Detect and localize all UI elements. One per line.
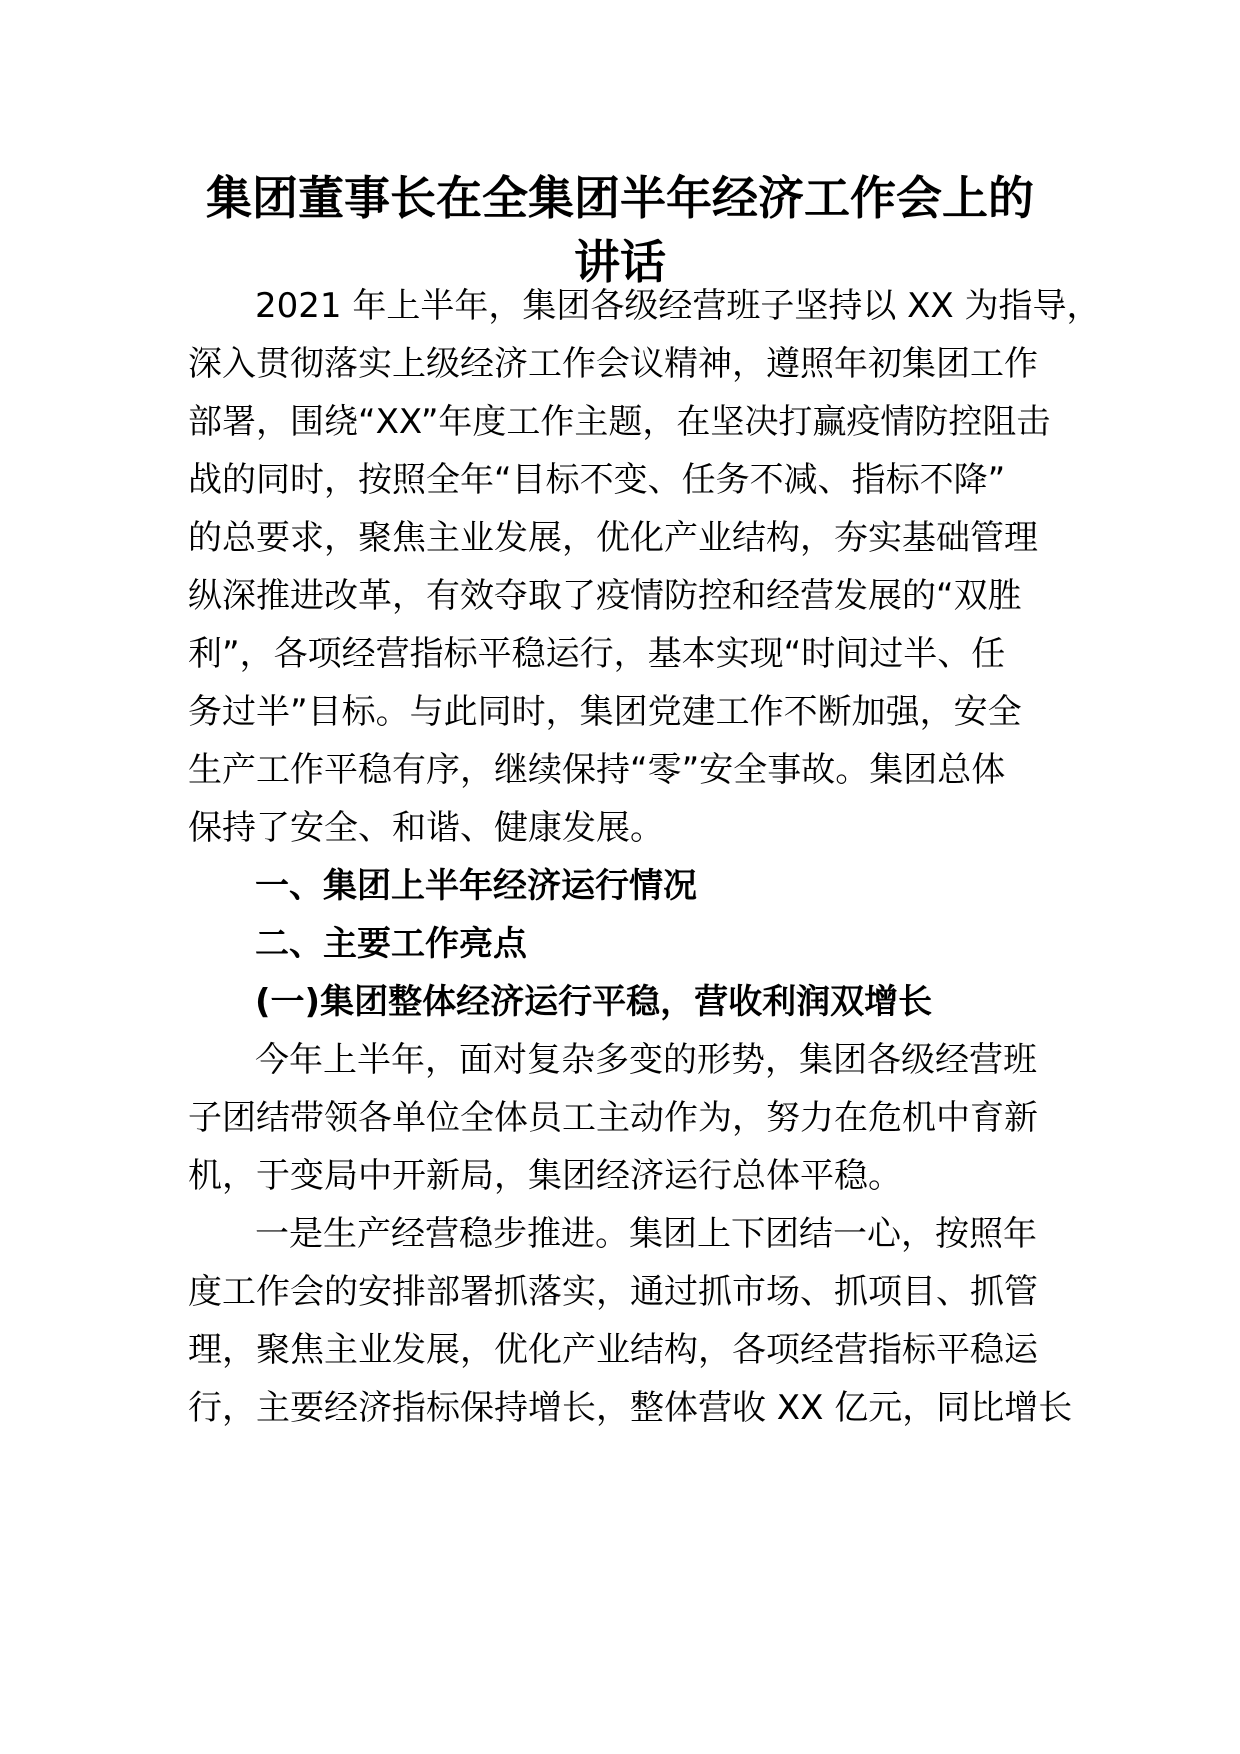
paragraph-1-line-10: 保持了安全、和谐、健康发展。 <box>188 808 664 848</box>
paragraph-1-line-2: 深入贯彻落实上级经济工作会议精神，遵照年初集团工作 <box>188 344 1038 384</box>
document-title-line-1: 集团董事长在全集团半年经济工作会上的 <box>206 171 1034 225</box>
section-heading-1: 一、集团上半年经济运行情况 <box>255 866 697 906</box>
paragraph-2-line-2: 子团结带领各单位全体员工主动作为，努力在危机中育新 <box>188 1098 1038 1138</box>
paragraph-1-line-7: 利”，各项经营指标平稳运行，基本实现“时间过半、任 <box>188 634 1006 674</box>
paragraph-1-line-3: 部署，围绕“XX”年度工作主题，在坚决打赢疫情防控阻击 <box>188 402 1051 442</box>
paragraph-1-line-4: 战的同时，按照全年“目标不变、任务不减、指标不降” <box>188 460 1006 500</box>
paragraph-2-line-1: 今年上半年，面对复杂多变的形势，集团各级经营班 <box>255 1040 1037 1080</box>
section-heading-2: 二、主要工作亮点 <box>255 924 527 964</box>
document-title-line-2: 讲话 <box>574 235 666 289</box>
paragraph-3-line-4: 行，主要经济指标保持增长，整体营收 XX 亿元，同比增长 <box>188 1388 1073 1428</box>
paragraph-1-line-8: 务过半”目标。与此同时，集团党建工作不断加强，安全 <box>188 692 1022 732</box>
paragraph-3-line-3: 理，聚焦主业发展，优化产业结构，各项经营指标平稳运 <box>188 1330 1038 1370</box>
subsection-heading-1: (一)集团整体经济运行平稳，营收利润双增长 <box>255 982 933 1022</box>
paragraph-3-line-1: 一是生产经营稳步推进。集团上下团结一心，按照年 <box>255 1214 1037 1254</box>
paragraph-2-line-3: 机，于变局中开新局，集团经济运行总体平稳。 <box>188 1156 902 1196</box>
paragraph-1-line-5: 的总要求，聚焦主业发展，优化产业结构，夯实基础管理 <box>188 518 1038 558</box>
paragraph-1-line-1: 2021 年上半年，集团各级经营班子坚持以 XX 为指导， <box>255 286 1101 326</box>
paragraph-1-line-9: 生产工作平稳有序，继续保持“零”安全事故。集团总体 <box>188 750 1006 790</box>
paragraph-1-line-6: 纵深推进改革，有效夺取了疫情防控和经营发展的“双胜 <box>188 576 1022 616</box>
paragraph-3-line-2: 度工作会的安排部署抓落实，通过抓市场、抓项目、抓管 <box>188 1272 1038 1312</box>
